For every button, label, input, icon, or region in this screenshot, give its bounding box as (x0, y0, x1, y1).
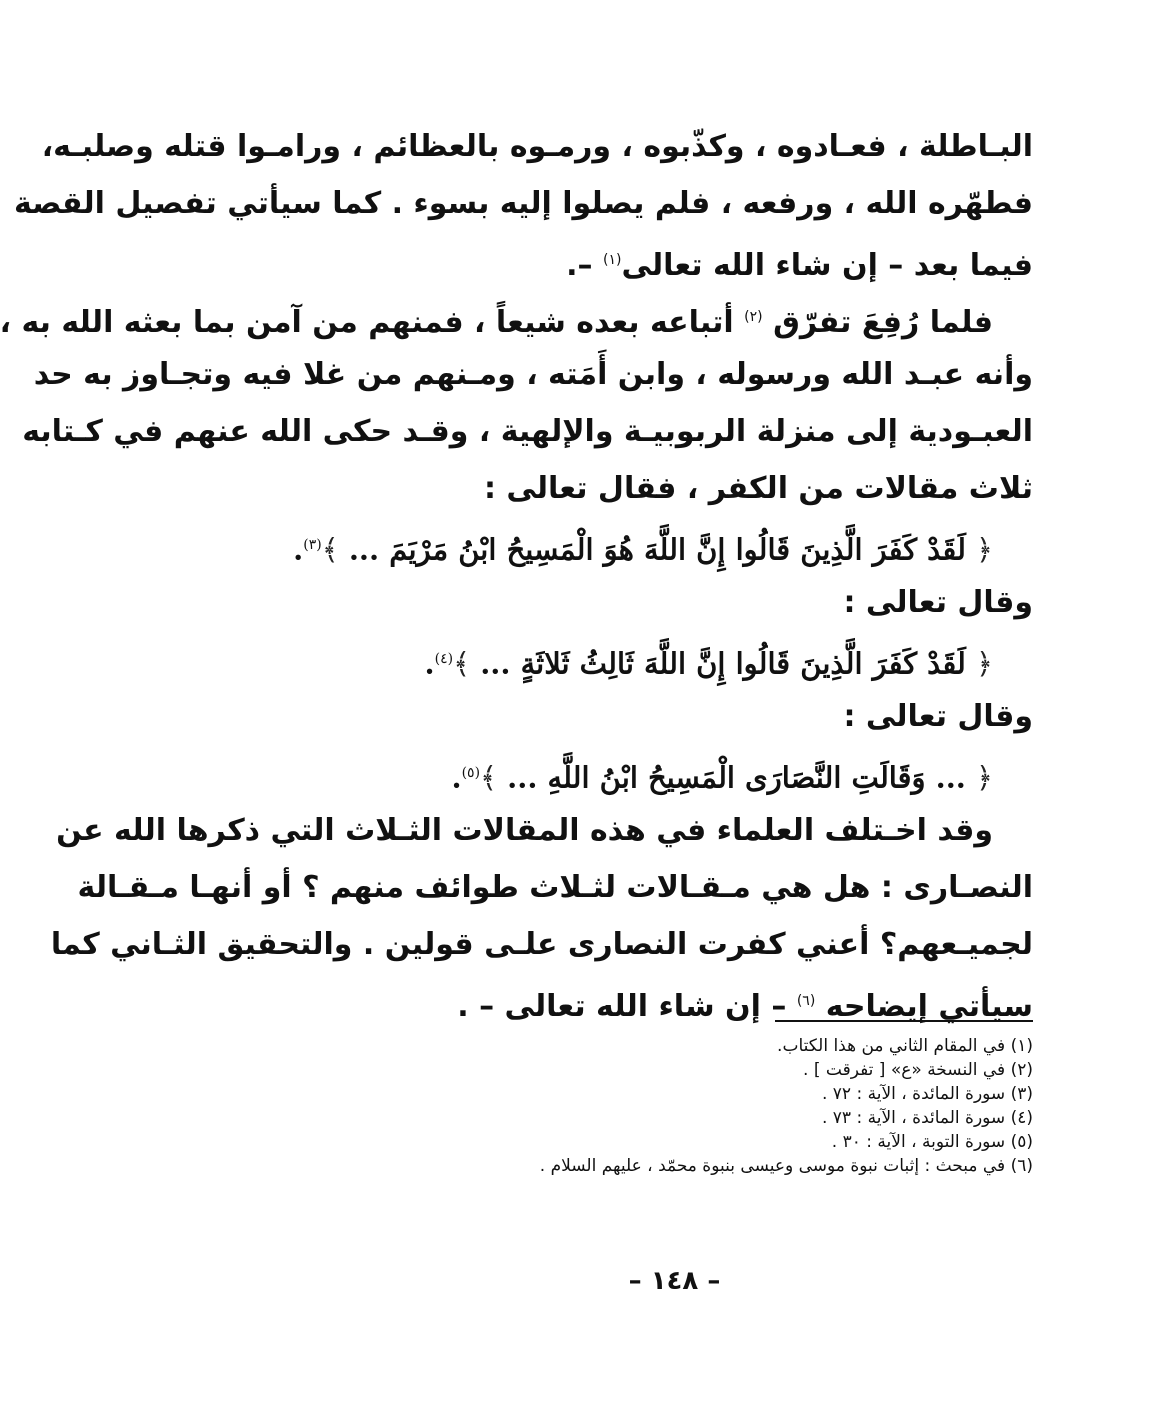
text-fragment: أتباعه بعده شيعاً ، فمنهم من آمن بما بعثه الله به ، (0, 305, 745, 340)
text-fragment: . (451, 760, 462, 795)
footnote: (١) في المقام الثاني من هذا الكتاب. (777, 1036, 1033, 1056)
text-fragment: فلما رُفِعَ تفرّق (762, 305, 993, 340)
text-line: العبـودية إلى منزلة الربوبيـة والإلهية ، وقـد حكى الله عنهم في كـتابه (22, 414, 1033, 449)
footnote: (٤) سورة المائدة ، الآية : ٧٣ . (821, 1108, 1033, 1128)
text-line: لجميـعهم؟ أعني كفرت النصارى علـى قولين . والتحقيق الثـاني كما (50, 927, 1033, 962)
page-number: – ١٤٨ – (628, 1266, 721, 1296)
footnote-ref: (٦) (796, 993, 816, 1009)
text-fragment: . (293, 532, 304, 567)
text-line: ثلاث مقالات من الكفر ، فقال تعالى : (483, 471, 1033, 506)
text-line: وقال تعالى : (843, 585, 1033, 620)
text-line (0, 289, 1033, 346)
text-fragment: سيأتي إيضاحه (815, 989, 1033, 1024)
text-fragment: –. (566, 248, 603, 283)
verse-text: لَقَدْ كَفَرَ الَّذِينَ قَالُوا إِنَّ اللَّهَ هُوَ الْمَسِيحُ ابْنُ مَرْيَمَ ... (338, 532, 976, 567)
footnote-ref: (٣) (303, 537, 322, 553)
quran-verse (315, 745, 1033, 802)
verse-text: لَقَدْ كَفَرَ الَّذِينَ قَالُوا إِنَّ اللَّهَ ثَالِثُ ثَلاثَةٍ ... (470, 646, 976, 681)
footnote: (٣) سورة المائدة ، الآية : ٧٢ . (821, 1084, 1033, 1104)
text-line: وأنه عبـد الله ورسوله ، وابن أَمَته ، ومـنهم من غلا فيه وتجـاوز به حد (33, 357, 1033, 392)
text-line (315, 232, 1033, 289)
footnote-ref: (٥) (461, 765, 481, 781)
text-line: وقد اخـتلف العلماء في هذه المقالات الثـلاث التي ذكرها الله عن (56, 813, 993, 848)
text-line: البـاطلة ، فعـادوه ، وكذّبوه ، ورمـوه بالعظائم ، ورامـوا قتله وصلبـه، (41, 129, 1033, 164)
footnote-divider (775, 1020, 1033, 1022)
footnote-ref: (١) (603, 252, 622, 268)
verse-close-bracket: ﴾ (453, 646, 471, 681)
footnotes (315, 1020, 1033, 1178)
text-fragment: – إن شاء الله تعالى – . (457, 989, 797, 1024)
footnote: (٢) في النسخة «ع» [ تفرقت ] . (803, 1060, 1033, 1080)
verse-close-bracket: ﴾ (321, 532, 339, 567)
footnote-ref: (٤) (434, 651, 454, 667)
text-line: النصـارى : هل هي مـقـالات لثـلاث طوائف منهم ؟ أو أنهـا مـقـالة (77, 870, 1033, 905)
verse-close-bracket: ﴾ (480, 760, 498, 795)
main-text (0, 118, 1033, 1030)
verse-open-bracket: ﴿ (976, 532, 993, 567)
text-fragment: . (424, 646, 435, 681)
text-fragment: فيما بعد – إن شاء الله تعالى (621, 248, 1033, 283)
text-line: وقال تعالى : (843, 699, 1033, 734)
verse-open-bracket: ﴿ (976, 646, 993, 681)
verse-open-bracket: ﴿ (976, 760, 993, 795)
footnote: (٥) سورة التوبة ، الآية : ٣٠ . (831, 1132, 1033, 1152)
footnote-ref: (٢) (744, 309, 763, 325)
quran-verse (315, 631, 1033, 688)
text-line: فطهّره الله ، ورفعه ، فلم يصلوا إليه بسوء . كما سيأتي تفصيل القصة (14, 186, 1033, 221)
verse-text: ... وَقَالَتِ النَّصَارَى الْمَسِيحُ ابْنُ اللَّهِ ... (497, 760, 976, 795)
quran-verse (293, 517, 1033, 574)
footnote: (٦) في مبحث : إثبات نبوة موسى وعيسى بنبوة محمّد ، عليهم السلام . (539, 1156, 1033, 1176)
